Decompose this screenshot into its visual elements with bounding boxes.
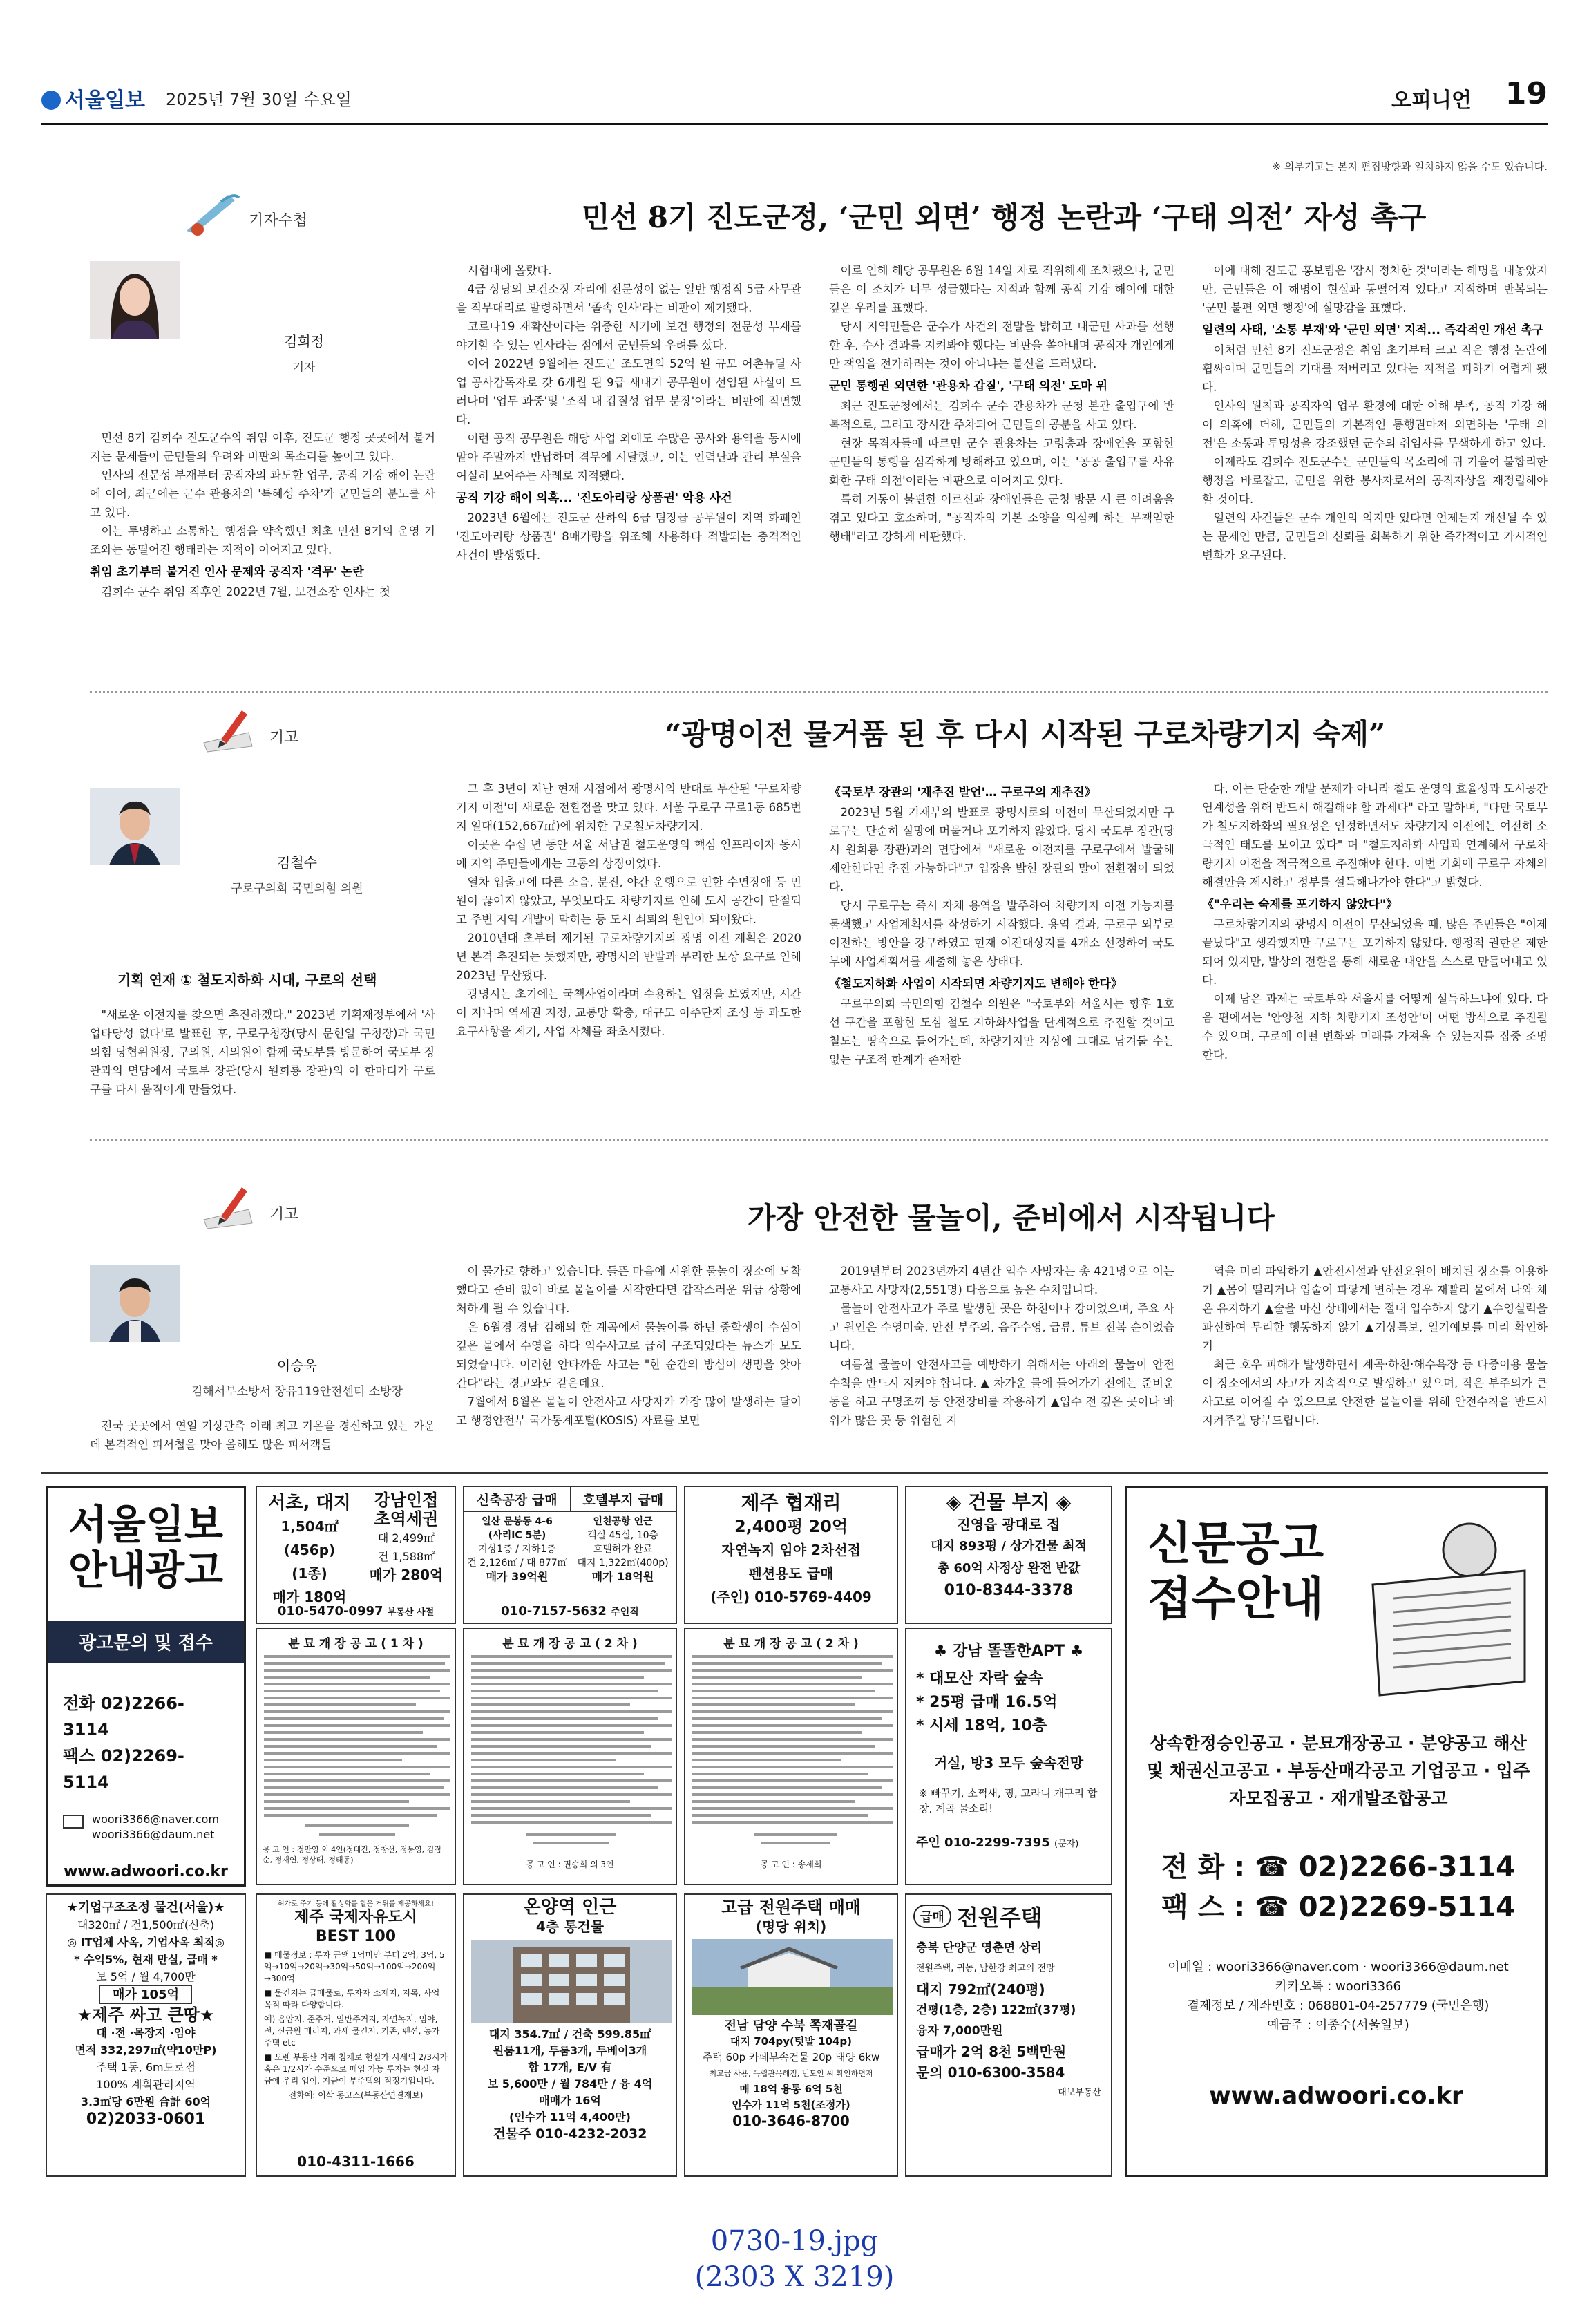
article2-headline: “광명이전 물거품 된 후 다시 시작된 구로차량기지 숙제” bbox=[665, 717, 1386, 751]
paragraph: 이제 남은 과제는 국토부와 서울시를 어떻게 설득하느냐에 있다. 다음 편에서는 '안양천 지하 차량기지 조성안'이 어떤 방식으로 추진될 수 있으며, 구로에 어떤 변화와 미래를 가져올 수 있는지를 집중 조명한다. bbox=[1202, 992, 1548, 1061]
house-photo bbox=[692, 1939, 893, 2015]
notice-signer: 공 고 인 : 송세희 bbox=[760, 1860, 822, 1869]
article1-author bbox=[228, 330, 380, 375]
ad-line: * 시세 18억, 10층 bbox=[916, 1717, 1047, 1735]
paragraph: 이는 투명하고 소통하는 행정을 약속했던 최초 민선 8기의 운영 기조와는 동떨어진 행태라는 지적이 이어지고 있다. bbox=[90, 525, 435, 556]
paragraph: 이곳은 수십 년 동안 서울 서남권 철도운영의 핵심 인프라이자 동시에 지역 주민들에게는 고통의 상징이었다. bbox=[456, 838, 801, 870]
page-header bbox=[41, 76, 1548, 122]
ad-line: 1,504㎡ (456p) bbox=[280, 1518, 339, 1558]
paragraph: 이어 2022년 9월에는 진도군 조도면의 52억 원 규모 어촌뉴딜 사업 공사감독자로 갓 6개월 된 9급 새내기 공무원이 선임된 사실이 드러나며 '업무 과중'및 '조직 내 갑질성 업무 분장'이라는 비판에 직면했다. bbox=[456, 357, 801, 426]
paragraph: 김희수 군수 취임 직후인 2022년 7월, 보건소장 인사는 첫 bbox=[101, 585, 390, 598]
ad-line: ◈ 건물 부지 ◈ bbox=[946, 1491, 1072, 1513]
ad-phone: 02)2033-0601 bbox=[86, 2110, 206, 2128]
ad-line: 3.3㎡당 6만원 合計 60억 bbox=[80, 2095, 211, 2108]
paragraph: 광명시는 초기에는 국책사업이라며 수용하는 입장을 보였지만, 시간이 지나며 역세권 지정, 교통망 확충, 대규모 이주단지 조성 등 과도한 요구사항을 제기, 사업 자체를 좌초시켰다. bbox=[456, 988, 801, 1038]
ad-line: ■ 물건지는 급매물로, 투자자 소재지, 지목, 사업 목적 따라 다양합니다. bbox=[264, 1988, 440, 2010]
paragraph: 이 물가로 향하고 있습니다. 들뜬 마음에 시원한 물놀이 장소에 도착했다고 준비 없이 바로 물놀이를 시작한다면 갑작스러운 위급 상황에 처하게 될 수 있습니다. bbox=[456, 1265, 801, 1315]
ad-line: 대지 704py(텃밭 104p) bbox=[730, 2035, 852, 2048]
ad-line: * 25평 급매 16.5억 bbox=[916, 1694, 1058, 1711]
ad-line: 매매가 16억 bbox=[539, 2094, 601, 2107]
paragraph: 역을 미리 파악하기 ▲안전시설과 안전요원이 배치된 장소를 이용하기 ▲몸이 떨리거나 입술이 파랗게 변하는 경우 재빨리 물에서 나와 체온 유지하기 ▲술을 마신 상태에서는 절대 입수하지 않기 ▲수영실력을 과신하여 무리한 행동하지 않기 ▲기상특보, 일기예보를 미리 확인하기 bbox=[1202, 1265, 1548, 1352]
ad-line: ★제주 싸고 큰땅★ bbox=[77, 2005, 215, 2025]
ad-line: 보 5억 / 월 4,700만 bbox=[96, 1970, 196, 1983]
series-title: 기획 연재 ① 철도지하화 시대, 구로의 선택 bbox=[117, 972, 377, 988]
notice-submission-ad bbox=[1125, 1486, 1548, 2177]
house-ad-fax: 팩스 02)2269-5114 bbox=[63, 1746, 184, 1792]
paragraph: 시험대에 올랐다. bbox=[467, 264, 552, 277]
kicker-contribution bbox=[200, 1182, 339, 1237]
paragraph: 이런 공직 공무원은 해당 사업 외에도 수많은 공사와 용역을 동시에 맡아 주말까지 반납하며 격무에 시달렸고, 이는 인력난과 관리 부실을 여실히 보여주는 사례로 지적됐다. bbox=[456, 432, 801, 482]
public-notice-1 bbox=[256, 1628, 456, 1885]
kicker-label: 기자수첩 bbox=[249, 212, 308, 229]
ad-line: 대320㎡ / 건1,500㎡(신축) bbox=[77, 1918, 215, 1931]
paragraph: 인사의 전문성 부재부터 공직자의 과도한 업무, 공직 기강 해이 논란에 이어, 최근에는 군수 관용차의 '특혜성 주차'가 군민들의 분노를 사고 있다. bbox=[90, 469, 435, 519]
paragraph: 전국 곳곳에서 연일 기상관측 이래 최고 기온을 경신하고 있는 가운데 본격적인 피서철을 맞아 올해도 많은 피서객들 bbox=[90, 1419, 435, 1451]
notice-signer: 공 고 인 : 정만영 외 4인(정태진, 정창선, 정동영, 김점순, 정재연, 정상태, 정태동) bbox=[263, 1845, 441, 1864]
ad-line: 주택 1동, 6m도로접 bbox=[96, 2061, 196, 2074]
ad-line: 대 2,499㎡ bbox=[377, 1531, 435, 1544]
subheading: 공직 기강 해이 의혹... '진도아리랑 상품권' 악용 사건 bbox=[456, 491, 732, 505]
article3-headline: 가장 안전한 물놀이, 준비에서 시작됩니다 bbox=[748, 1201, 1275, 1235]
header-rule bbox=[41, 123, 1548, 125]
ad-line: 매가 18억원 bbox=[591, 1570, 654, 1583]
paragraph: 현장 목격자들에 따르면 군수 관용차는 고령층과 장애인을 포함한 군민들의 통행을 심각하게 방해하고 있으며, 이는 '공공 출입구를 사유화한 구태 의전'이라는 비판으로 이어지고 있다. bbox=[829, 437, 1174, 487]
fine-print-block bbox=[471, 1655, 672, 1855]
notice-title: 분 묘 개 장 공 고 ( 2 차 ) bbox=[723, 1637, 859, 1651]
ad-seocho-land bbox=[256, 1486, 456, 1624]
pen-icon bbox=[180, 188, 242, 236]
article2-col3 bbox=[829, 780, 1174, 1132]
ad-line: ◎ IT업체 사옥, 기업사옥 최적◎ bbox=[67, 1936, 225, 1949]
ad-line: 대지 1,322㎡(400p) bbox=[577, 1558, 669, 1569]
ad-phone: 건물주 010-4232-2032 bbox=[493, 2126, 647, 2142]
building-photo bbox=[471, 1940, 672, 2023]
house-ad bbox=[46, 1486, 246, 1887]
notice-ad-categories: 상속한정승인공고 · 분묘개장공고 · 분양공고 해산 및 채권신고공고 · 부동산매각공고 기업공고 · 입주자모집공고 · 재개발조합공고 bbox=[1146, 1733, 1530, 1808]
ad-line: 강남인접 bbox=[374, 1491, 439, 1510]
ad-line: 충북 단양군 영춘면 상리 bbox=[916, 1941, 1042, 1955]
ad-line: 100% 계획관리지역 bbox=[96, 2078, 196, 2091]
public-notice-2 bbox=[463, 1628, 677, 1885]
author-name: 김철수 bbox=[277, 854, 317, 871]
paragraph: 코로나19 재확산이라는 위중한 시기에 보건 행정의 전문성 부재를 야기할 수 있는 인사라는 점에서 군민들의 우려를 샀다. bbox=[456, 320, 801, 352]
ad-heading: 전원주택 bbox=[956, 1905, 1043, 1931]
pencil-paper-icon bbox=[200, 705, 263, 753]
image-size: (2303 X 3219) bbox=[694, 2261, 895, 2293]
house-ad-email1[interactable]: woori3366@naver.com bbox=[92, 1813, 220, 1826]
ad-line: 융자 7,000만원 bbox=[916, 2024, 1003, 2038]
ad-line: 서초, 대지 bbox=[268, 1493, 351, 1513]
paragraph: 구로구의회 국민의힘 김철수 의원은 "국토부와 서울시는 향후 1호선 구간을 포함한 도심 철도 지하화사업을 단계적으로 추진할 것이고 철도는 땅속으로 들어가는데, 차량기지만 지상에 그대로 남겨둘 수는 없는 구조적 한계가 존재한 bbox=[829, 997, 1174, 1066]
ad-line: 객실 45실, 10층 bbox=[587, 1530, 659, 1541]
ad-line: 주택 60p 카페부속건물 20p 태양 6kw bbox=[702, 2051, 880, 2063]
paragraph: 온 6월경 경남 김해의 한 계곡에서 물놀이를 하던 중학생이 수심이 깊은 물에서 수영을 하다 익수사고로 급히 구조되었다는 뉴스가 보도되었습니다. 이러한 안타까운 사고는 "한 순간의 방심이 생명을 앗아간다"라는 경고와도 같은데요. bbox=[456, 1321, 801, 1390]
fine-print-block bbox=[692, 1655, 893, 1855]
ad-line: 대 ·전 ·목장지 ·임야 bbox=[96, 2026, 196, 2039]
paragraph: 인사의 원칙과 공직자의 업무 환경에 대한 이해 부족, 공직 기강 해이 의혹에 더해, 군민들의 기본적인 통행권마저 외면하는 '구태 의전'은 소통과 투명성을 강조했던 군수의 취임사를 무색하게 하고 있다. bbox=[1202, 399, 1548, 450]
ad-line: 인수가 11억 5천(조정가) bbox=[732, 2099, 850, 2111]
house-ad-email2[interactable]: woori3366@daum.net bbox=[92, 1828, 215, 1841]
article1-col3 bbox=[829, 261, 1174, 698]
paragraph: 이처럼 민선 8기 진도군정은 취임 초기부터 크고 작은 행정 논란에 휩싸이며 군민들의 기대를 저버리고 있다는 지적을 피하기 어렵게 됐다. bbox=[1202, 343, 1548, 394]
ad-heading: 호텔부지 급매 bbox=[570, 1487, 676, 1511]
article2-col4 bbox=[1202, 780, 1548, 1132]
paragraph: 다. 이는 단순한 개발 문제가 아니라 철도 운영의 효율성과 도시공간 연계성을 위해 반드시 해결해야 할 과제다" 라고 말하며, "다만 국토부가 철도지하화의 필요성은 인정하면서도 차량기지 이전에는 여전히 소극적인 태도를 보이고 있다" 며 "철도지하화 사업과 연계해서 구로차량기지 이전을 적극적으로 추진해야 한다. 이번 기회에 구로구 자체의 해결안을 제시하고 정부를 설득해나가야 한다"고 밝혔다. bbox=[1202, 782, 1548, 889]
ad-phone: 주인 010-2299-7395 bbox=[916, 1835, 1050, 1850]
issue-date: 2025년 7월 30일 수요일 bbox=[166, 90, 352, 109]
ad-heading: 제주 국제자유도시 bbox=[294, 1909, 417, 1926]
ad-phone: 010-7157-5632 bbox=[501, 1604, 607, 1618]
ad-line: (인수가 11억 4,400만) bbox=[509, 2110, 631, 2124]
paragraph: 당시 지역민들은 군수가 사건의 전말을 밝히고 대군민 사과를 선행한 후, 수사 결과를 지켜봐야 했다는 비판을 쏟아내며 공직자 개인에게만 책임을 전가하려는 것이 아니냐는 불신을 드러냈다. bbox=[829, 320, 1174, 370]
article3-col4 bbox=[1202, 1262, 1548, 1462]
ad-line: (사리IC 5분) bbox=[488, 1530, 546, 1541]
ad-line: 2,400평 20억 bbox=[734, 1517, 848, 1536]
ad-line: 합 17개, E/V 有 bbox=[528, 2061, 612, 2074]
image-filename: 0730-19.jpg bbox=[710, 2225, 879, 2257]
ad-heading: 고급 전원주택 매매 bbox=[721, 1898, 862, 1917]
house-ad-website[interactable]: www.adwoori.co.kr bbox=[64, 1863, 228, 1880]
ad-heading: BEST 100 bbox=[315, 1928, 397, 1945]
article1-col1 bbox=[90, 428, 435, 698]
house-ad-subtitle: 안내광고 bbox=[68, 1547, 224, 1594]
kicker-contribution bbox=[200, 705, 339, 760]
paragraph: 구로차량기지의 광명시 이전이 무산되었을 때, 많은 주민들은 "이제 끝났다"고 생각했지만 구로구는 포기하지 않았다. 행정적 권한은 제한되어 있지만, 발상의 전환을 통해 새로운 대안을 스스로 만들어내고 있다. bbox=[1202, 918, 1548, 987]
ad-onyang-building bbox=[463, 1893, 677, 2177]
ad-heading: 온양역 인근 bbox=[523, 1897, 617, 1918]
ad-line: 총 60억 사정상 완전 반값 bbox=[937, 1561, 1081, 1576]
ad-gangnam-apt bbox=[905, 1628, 1112, 1885]
kicker-label: 기고 bbox=[269, 1206, 299, 1223]
notice-ad-website[interactable]: www.adwoori.co.kr bbox=[1209, 2082, 1463, 2110]
author-photo bbox=[90, 1265, 180, 1342]
paper-name: 서울일보 bbox=[65, 88, 145, 113]
notice-title: 분 묘 개 장 공 고 ( 2 차 ) bbox=[502, 1637, 638, 1651]
notice-ad-subtitle: 접수안내 bbox=[1148, 1571, 1324, 1625]
notice-title: 분 묘 개 장 공 고 ( 1 차 ) bbox=[288, 1637, 424, 1651]
ad-heading: 신축공장 급매 bbox=[476, 1493, 558, 1508]
article2-col2 bbox=[456, 780, 801, 1132]
ad-line: 허가로 주기 등에 활성화를 할은 거위를 제공하세요! bbox=[278, 1900, 434, 1908]
ad-line: (1종) bbox=[292, 1565, 327, 1582]
notice-ad-fax: 팩 스 : ☎ 02)2269-5114 bbox=[1161, 1891, 1516, 1923]
ad-note: (문자) bbox=[1054, 1839, 1079, 1849]
notice-signer: 공 고 인 : 권승희 외 3인 bbox=[526, 1860, 614, 1869]
paragraph: 당시 구로구는 즉시 자체 용역을 발주하여 차량기지 이전 가능지를 물색했고 사업계획서를 작성하기 시작했다. 용역 결과, 구로구 외부로 이전하는 방안을 강구하였고 현재 이전대상지를 4개소 선정하여 국토부에 사업계획서를 제출해 놓은 상태다. bbox=[829, 899, 1174, 968]
ad-factory-hotel bbox=[463, 1486, 677, 1624]
ad-line: 자연녹지 임야 2차선접 bbox=[721, 1542, 861, 1558]
ad-phone: 010-5470-0997 bbox=[277, 1604, 383, 1618]
ad-line: 펜션용도 급매 bbox=[748, 1565, 834, 1582]
logo-icon bbox=[41, 91, 61, 110]
ad-line: 급매가 2억 8천 5백만원 bbox=[916, 2043, 1067, 2060]
section-divider bbox=[90, 1139, 1548, 1141]
ad-line: 최고급 사용, 독립관목해점, 빈도인 씨 확인하면저 bbox=[709, 2069, 873, 2078]
notice-ad-tel: 전 화 : ☎ 02)2266-3114 bbox=[1161, 1851, 1516, 1883]
paragraph: 7월에서 8월은 물놀이 안전사고 사망자가 가장 많이 발생하는 달이고 행정안전부 국가통계포털(KOSIS) 자료를 보면 bbox=[456, 1395, 801, 1427]
ad-line: 전남 담양 수북 쪽재골길 bbox=[724, 2019, 858, 2033]
paragraph: 2019년부터 2023년까지 4년간 익수 사망자는 총 421명으로 이는 교통사고 사망자(2,551명) 다음으로 높은 수치입니다. bbox=[829, 1265, 1174, 1296]
ad-line: 호텔허가 완료 bbox=[593, 1544, 653, 1555]
ad-line: ※ 빠꾸기, 소쩍새, 꿩, 고라니 개구리 합창, 계곡 물소리! bbox=[919, 1787, 1098, 1815]
ad-line: 매 18억 융통 6억 5천 bbox=[739, 2083, 843, 2095]
ad-phone: 010-4311-1666 bbox=[297, 2153, 415, 2170]
ad-section-rule bbox=[41, 1472, 1548, 1474]
article2-author bbox=[200, 851, 394, 896]
house-ad-band: 광고문의 및 접수 bbox=[48, 1621, 244, 1663]
kicker-label: 기고 bbox=[269, 729, 299, 746]
paragraph: 2023년 6월에는 진도군 산하의 6급 팀장급 공무원이 지역 화폐인 '진도아리랑 상품권' 8매가량을 위조해 사용하다 적발되는 충격적인 사건이 발생했다. bbox=[456, 511, 801, 562]
article3-col2 bbox=[456, 1262, 801, 1462]
ad-line: 전화예: 이삭 동고스(부동산연결재보) bbox=[288, 2090, 424, 2100]
notice-ad-email[interactable]: 이메일 : woori3366@naver.com · woori3366@daum.net bbox=[1168, 1960, 1509, 1974]
article1-headline: 민선 8기 진도군정, ‘군민 외면’ 행정 논란과 ‘구태 의전’ 자성 촉구 bbox=[582, 200, 1427, 234]
paragraph: 최근 진도군청에서는 김희수 군수 관용차가 군청 본관 출입구에 반복적으로, 그리고 장시간 주차되어 군민들의 공분을 사고 있다. bbox=[829, 399, 1174, 431]
house-ad-tel: 전화 02)2266-3114 bbox=[63, 1694, 184, 1739]
public-notice-3 bbox=[684, 1628, 898, 1885]
ad-note: 대보부동산 bbox=[1058, 2088, 1101, 2098]
ad-building-site bbox=[905, 1486, 1112, 1624]
author-title: 기자 bbox=[292, 361, 316, 375]
paragraph: 여름철 물놀이 안전사고를 예방하기 위해서는 아래의 물놀이 안전 수칙을 반드시 지켜야 합니다. ▲ 차가운 물에 들어가기 전에는 준비운동을 하고 구명조끼 등 안전장비를 착용하기 ▲입수 전 깊은 곳이나 바위가 많은 곳 등 위험한 지 bbox=[829, 1358, 1174, 1427]
ad-line: 전원주택, 귀농, 남한강 최고의 전망 bbox=[916, 1963, 1055, 1974]
subheading: 일련의 사태, '소통 부재'와 '군민 외면' 지적... 즉각적인 개선 촉구 bbox=[1202, 323, 1544, 337]
article1-col2 bbox=[456, 261, 801, 698]
paragraph: 물놀이 안전사고가 주로 발생한 곳은 하천이나 강이었으며, 주요 사고 원인은 수영미숙, 안전 부주의, 음주수영, 급류, 튜브 전복 순이었습니다. bbox=[829, 1302, 1174, 1352]
ad-line: 제주 협재리 bbox=[741, 1491, 841, 1514]
paragraph: 최근 호우 피해가 발생하면서 계곡·하천·해수욕장 등 다중이용 물놀이 장소에서의 사고가 지속적으로 발생하고 있으며, 작은 부주의가 큰 사고로 이어질 수 있으므로 안전한 물놀이를 위해 안전수칙을 반드시 지켜주길 당부드립니다. bbox=[1202, 1358, 1548, 1427]
notice-ad-title: 신문공고 bbox=[1148, 1516, 1324, 1570]
paragraph: 일련의 사건들은 군수 개인의 의지만 있다면 언제든지 개선될 수 있는 문제인 만큼, 군민들의 신뢰를 회복하기 위한 즉각적이고 가시적인 변화가 요구된다. bbox=[1202, 511, 1548, 562]
ad-heading: ♣ 강남 똘똘한APT ♣ bbox=[933, 1643, 1084, 1660]
disclaimer-note: ※ 외부기고는 본지 편집방향과 일치하지 않을 수도 있습니다. bbox=[1272, 160, 1548, 173]
ad-line: 면적 332,297㎡(약10만P) bbox=[75, 2043, 217, 2057]
author-name: 김희정 bbox=[284, 333, 324, 350]
ad-line: * 수익5%, 현재 만실, 급매 * bbox=[74, 1953, 218, 1966]
paragraph: 4급 상당의 보건소장 자리에 전문성이 없는 일반 행정직 5급 사무관을 직무대리로 발령하면서 '졸속 인사'라는 비판이 제기됐다. bbox=[456, 283, 801, 314]
subheading: 군민 통행권 외면한 '관용차 갑질', '구태 의전' 도마 위 bbox=[829, 379, 1108, 393]
notice-ad-owner: 예금주 : 이종수(서울일보) bbox=[1267, 2018, 1409, 2032]
ad-phone: 010-3646-8700 bbox=[732, 2113, 850, 2129]
page-number: 19 bbox=[1505, 76, 1548, 111]
subheading: 취임 초기부터 불거진 인사 문제와 공직자 '격무' 논란 bbox=[90, 565, 364, 579]
ad-line: 진영읍 광대로 접 bbox=[957, 1516, 1060, 1533]
ad-line: 건평(1층, 2층) 122㎡(37평) bbox=[916, 2003, 1076, 2017]
ad-line: 일산 문봉동 4-6 bbox=[482, 1516, 553, 1527]
ad-line: 매가 39억원 bbox=[486, 1570, 549, 1583]
ad-line: ■ 오렌 부동산 거래 침체로 현실가 시세의 2/3시가 혹은 1/2시가 수준으로 매입 가능 투자는 현실 자금에 우리 업이, 지금이 부주택의 적정기입니다. bbox=[264, 2052, 448, 2086]
mail-icon bbox=[63, 1815, 84, 1829]
author-title: 구로구의회 국민의힘 의원 bbox=[231, 882, 363, 896]
ad-phone: 010-8344-3378 bbox=[944, 1582, 1074, 1599]
ad-jeju-land bbox=[684, 1486, 898, 1624]
article3-col3 bbox=[829, 1262, 1174, 1462]
notice-ad-kakao: 카카오톡 : woori3366 bbox=[1275, 1979, 1402, 1994]
ad-line: 보 5,600만 / 월 784만 / 융 4억 bbox=[487, 2077, 653, 2090]
house-ad-title: 서울일보 bbox=[68, 1501, 224, 1548]
fine-print-block bbox=[264, 1655, 450, 1842]
author-photo bbox=[90, 261, 180, 339]
ad-line: 원룸11개, 투룸3개, 투베이3개 bbox=[493, 2044, 647, 2057]
ad-note: 주인직 bbox=[611, 1607, 639, 1618]
ad-danyang-house bbox=[905, 1893, 1112, 2177]
ad-corporate-property bbox=[46, 1893, 246, 2177]
paragraph: 이로 인해 해당 공무원은 6월 14일 자로 직위해제 조치됐으나, 군민들은 이 조치가 너무 성급했다는 지적과 함께 공직 기강 해이에 대한 깊은 우려를 표했다. bbox=[829, 264, 1174, 314]
paragraph: 이에 대해 진도군 홍보팀은 '잠시 정차한 것'이라는 해명을 내놓았지만, 군민들은 이 해명이 현실과 동떨어져 있다고 지적하며 반복되는 '군민 불편 외면 행정'에 실망감을 표했다. bbox=[1202, 264, 1548, 314]
ad-heading: (명당 위치) bbox=[755, 1918, 827, 1935]
ad-line: 대지 354.7㎡ / 건축 599.85㎡ bbox=[488, 2028, 651, 2041]
article3-col1 bbox=[90, 1417, 435, 1458]
ad-note: 부동산 사절 bbox=[387, 1607, 435, 1618]
subheading: 《철도지하화 사업이 시작되면 차량기지도 변해야 한다》 bbox=[829, 977, 1123, 991]
ad-line: 매가 105억 bbox=[99, 1985, 192, 2004]
kicker-reporter-note bbox=[180, 188, 359, 243]
author-photo bbox=[90, 788, 180, 865]
newspaper-reader-icon bbox=[1359, 1509, 1532, 1702]
ad-line: 매가 280억 bbox=[369, 1567, 444, 1583]
article2-col1 bbox=[90, 1005, 435, 1130]
ad-line: 거실, 방3 모두 숲속전망 bbox=[933, 1755, 1084, 1771]
ad-line: 초역세권 bbox=[374, 1509, 439, 1529]
ad-phone: 문의 010-6300-3584 bbox=[916, 2064, 1065, 2081]
ad-line: 대지 893평 / 상가건물 최적 bbox=[931, 1539, 1087, 1553]
article1-col4 bbox=[1202, 261, 1548, 698]
paragraph: 특히 거동이 불편한 어르신과 장애인들은 군청 방문 시 큰 어려움을 겪고 있다고 호소하며, "공직자의 기본 소양을 의심케 하는 무책임한 행태"라고 강하게 비판했다. bbox=[829, 493, 1174, 543]
ad-line: 건 2,126㎡ / 대 877㎡ bbox=[467, 1558, 567, 1569]
paragraph: 민선 8기 김희수 진도군수의 취임 이후, 진도군 행정 곳곳에서 불거지는 문제들이 군민들의 우려와 비판의 목소리를 높이고 있다. bbox=[90, 431, 435, 463]
newspaper-logo bbox=[41, 83, 145, 113]
ad-line: 인천공항 인근 bbox=[593, 1516, 653, 1527]
ad-line: ★기업구조조정 물건(서울)★ bbox=[66, 1900, 225, 1915]
paragraph: "새로운 이전지를 찾으면 추진하겠다." 2023년 기획재정부에서 '사업타당성 없다'로 발표한 후, 구로구청장(당시 문헌일 구청장)과 국민의힘 당협위원장, 구의원, 시의원이 함께 국토부를 방문하여 국토부 장관과의 면담에서 국토부 장관(당시 원희룡 장관)의 이 한마디가 구로구를 다시 움직이게 만들었다. bbox=[90, 1008, 435, 1096]
paragraph: 2023년 5월 기재부의 발표로 광명시로의 이전이 무산되었지만 구로구는 단순히 실망에 머물거나 포기하지 않았다. 당시 국토부 장관(당시 원희룡 장관)과의 면담에서 "새로운 이전지를 구로구에서 발굴해 제안한다면 추진 가능하다"고 입장을 밝힌 장관의 말이 전환점이 되었다. bbox=[829, 806, 1174, 894]
ad-heading: 4층 통건물 bbox=[535, 1918, 605, 1935]
urgent-badge: 급매 bbox=[913, 1905, 951, 1928]
paragraph: 열차 입출고에 따른 소음, 분진, 야간 운행으로 인한 수면장애 등 민원이 끊이지 않았고, 무엇보다도 차량기지로 인해 도시 공간이 단절되고 주변 지역 개발이 막히는 등 도시 쇠퇴의 원인이 되어왔다. bbox=[456, 876, 801, 926]
section-divider bbox=[90, 691, 1548, 693]
paragraph: 그 후 3년이 지난 현재 시점에서 광명시의 반대로 무산된 '구로차량기지 이전'이 새로운 전환점을 맞고 있다. 서울 구로구 구로1동 685번지 일대(152,667㎡)에 위치한 구로철도차량기지. bbox=[456, 782, 801, 833]
ad-phone: (주인) 010-5769-4409 bbox=[710, 1589, 872, 1605]
ad-line: ■ 매물정보 : 투자 금액 1억미만 부터 2억, 3억, 5억→10억→20억→30억→50억→100억→200억→300억 bbox=[264, 1950, 445, 1983]
subheading: 《"우리는 숙제를 포기하지 않았다"》 bbox=[1202, 898, 1398, 911]
author-title: 김해서부소방서 장유119안전센터 소방장 bbox=[191, 1385, 403, 1399]
author-name: 이승욱 bbox=[277, 1357, 317, 1374]
paragraph: 2010년대 초부터 제기된 구로차량기지의 광명 이전 계획은 2020년 본격 추진되는 듯했지만, 광명시의 반발과 무리한 보상 요구로 인해 2023년 무산됐다. bbox=[456, 932, 801, 982]
ad-line: 지상1층 / 지하1층 bbox=[478, 1544, 556, 1555]
section-name: 오피니언 bbox=[1391, 88, 1472, 113]
ad-line: 건 1,588㎡ bbox=[377, 1550, 435, 1563]
notice-ad-account: 결제정보 / 계좌번호 : 068801-04-257779 (국민은행) bbox=[1187, 1999, 1490, 2013]
paragraph: 이제라도 김희수 진도군수는 군민들의 목소리에 귀 기울여 불합리한 행정을 바로잡고, 군민을 위한 봉사자로서의 공직자상을 재정립해야 할 것이다. bbox=[1202, 455, 1548, 506]
pencil-paper-icon bbox=[200, 1182, 263, 1230]
subheading: 《국토부 장관의 '재추진 발언'… 구로구의 재추진》 bbox=[829, 786, 1096, 800]
ad-line: 매가 180억 bbox=[272, 1589, 347, 1605]
ad-line: 예) 읍압지, 준주거, 일반주거지, 자연녹지, 임야, 전, 신금원 메리지, 과세 물건지, 기존, 펜션, 농가주택 etc bbox=[264, 2014, 440, 2048]
ad-line: 대지 792㎡(240평) bbox=[916, 1981, 1045, 1998]
article3-author bbox=[159, 1354, 435, 1399]
ad-damyang-house bbox=[684, 1893, 898, 2177]
ad-line: * 대모산 자락 숲속 bbox=[916, 1670, 1043, 1688]
ad-jeju-best100 bbox=[256, 1893, 456, 2177]
